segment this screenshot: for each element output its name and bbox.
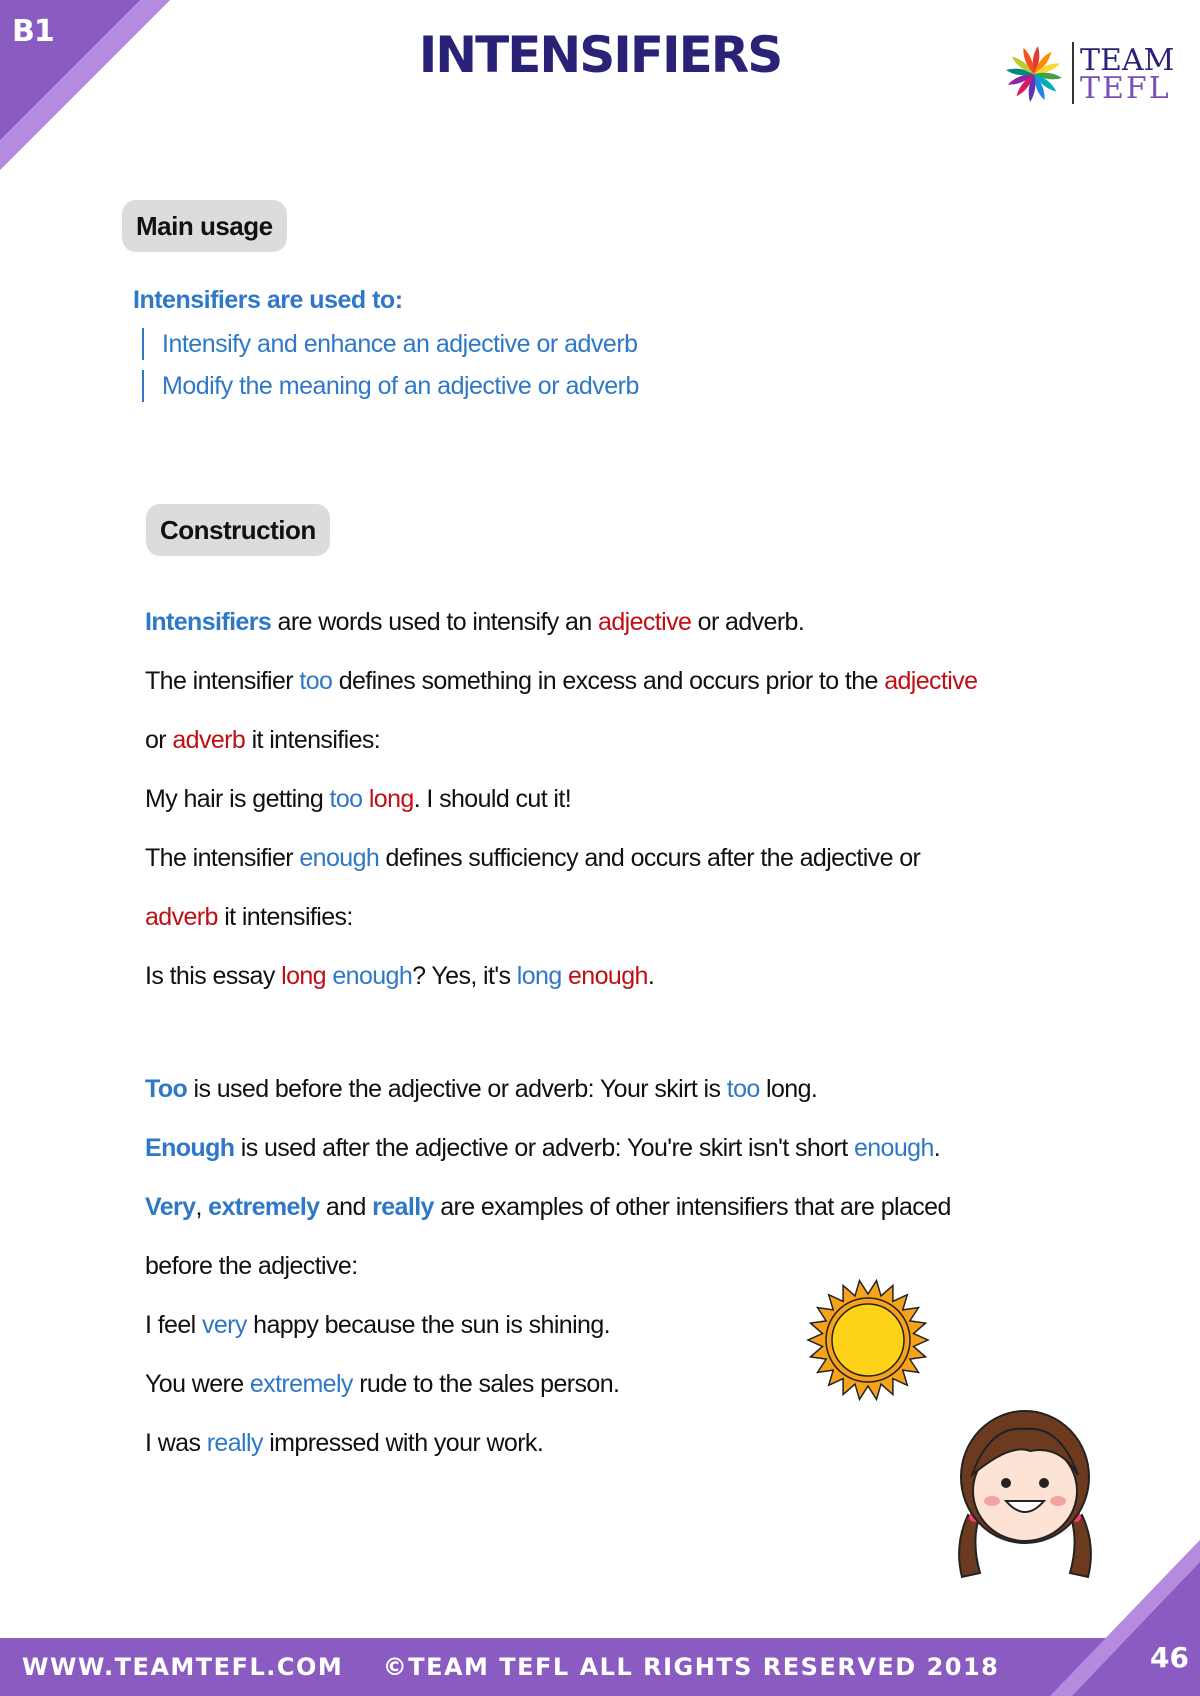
text-segment: long.	[759, 1075, 818, 1103]
text-segment: it intensifies:	[217, 903, 353, 931]
text-segment: happy because the sun is shining.	[246, 1311, 610, 1339]
text-segment: very	[201, 1311, 247, 1339]
text-segment: enough	[299, 844, 380, 872]
text-segment: adjective	[598, 608, 692, 636]
construction-line	[145, 836, 1105, 895]
text-segment: or	[145, 726, 173, 754]
sun-illustration	[803, 1275, 933, 1405]
usage-item: Intensify and enhance an adjective or adverb	[142, 328, 638, 360]
text-segment: extremely	[249, 1370, 353, 1398]
text-segment: ,	[195, 1193, 209, 1221]
logo-divider	[1072, 42, 1074, 104]
text-segment: Too	[145, 1075, 188, 1103]
usage-heading: Intensifiers are used to:	[133, 286, 403, 314]
text-segment: You were	[145, 1370, 250, 1398]
construction-line	[145, 954, 1105, 1013]
team-tefl-logo	[1002, 38, 1177, 108]
text-segment: enough	[568, 962, 648, 990]
page-number: 46	[1150, 1641, 1189, 1674]
text-segment: before the adjective:	[145, 1252, 358, 1280]
text-segment: or adverb.	[691, 608, 805, 636]
text-segment: extremely	[208, 1193, 320, 1221]
text-segment: . I should cut it!	[413, 785, 572, 813]
construction-line	[145, 1303, 1105, 1362]
construction-line	[145, 777, 1105, 836]
text-segment: impressed with your work.	[262, 1429, 544, 1457]
text-segment: ? Yes, it's	[412, 962, 517, 990]
text-segment: Intensifiers	[145, 608, 272, 636]
text-segment: The intensifier	[145, 667, 300, 695]
text-segment: The intensifier	[145, 844, 300, 872]
text-segment: too	[726, 1075, 760, 1103]
text-segment: is used before the adjective or adverb: Your skirt is	[187, 1075, 727, 1103]
paragraph-gap	[145, 1013, 1105, 1067]
construction-line	[145, 895, 1105, 954]
construction-line	[145, 659, 1105, 718]
text-segment: I feel	[145, 1311, 202, 1339]
text-segment: long	[516, 962, 562, 990]
logo-word-team: TEAM	[1080, 43, 1175, 78]
text-segment: Enough	[145, 1134, 235, 1162]
text-segment: are words used to intensify an	[271, 608, 599, 636]
main-usage-pill: Main usage	[122, 200, 287, 252]
text-segment: really	[206, 1429, 263, 1457]
level-badge: B1	[12, 14, 54, 49]
text-segment: Is this essay	[145, 962, 282, 990]
construction-line	[145, 1244, 1105, 1303]
text-segment: really	[372, 1193, 434, 1221]
text-segment: .	[647, 962, 655, 990]
usage-item: Modify the meaning of an adjective or adverb	[142, 370, 639, 402]
text-segment: defines sufficiency and occurs after the adjective or	[379, 844, 921, 872]
construction-pill: Construction	[146, 504, 330, 556]
text-segment: adverb	[172, 726, 246, 754]
footer-bar	[0, 1638, 1200, 1696]
text-segment: enough	[853, 1134, 934, 1162]
text-segment: long	[281, 962, 326, 990]
text-segment: long	[368, 785, 414, 813]
construction-line	[145, 600, 1105, 659]
text-segment: adjective	[884, 667, 978, 695]
construction-text	[145, 600, 1105, 1480]
footer-text: WWW.TEAMTEFL.COM ©TEAM TEFL ALL RIGHTS RESERVED 2018	[22, 1653, 1000, 1681]
text-segment: adverb	[145, 903, 218, 931]
text-segment: are examples of other intensifiers that are placed	[433, 1193, 951, 1221]
logo-word-tefl: TEFL	[1080, 71, 1171, 106]
text-segment: .	[933, 1134, 941, 1162]
text-segment: rude to the sales person.	[352, 1370, 620, 1398]
page-title: INTENSIFIERS	[418, 26, 782, 84]
text-segment: and	[319, 1193, 373, 1221]
construction-line	[145, 1067, 1105, 1126]
construction-paragraph-1	[145, 600, 1105, 1013]
text-segment: My hair is getting	[145, 785, 330, 813]
text-segment: too	[329, 785, 363, 813]
text-segment: Very	[145, 1193, 196, 1221]
text-segment: it intensifies:	[245, 726, 381, 754]
text-segment: enough	[332, 962, 413, 990]
text-segment: I was	[145, 1429, 207, 1457]
construction-line	[145, 1126, 1105, 1185]
construction-line	[145, 1185, 1105, 1244]
construction-line	[145, 718, 1105, 777]
text-segment: is used after the adjective or adverb: You're skirt isn't short	[234, 1134, 854, 1162]
text-segment: defines something in excess and occurs prior to the	[332, 667, 885, 695]
text-segment: too	[299, 667, 333, 695]
team-tefl-logo-icon	[1002, 42, 1066, 106]
